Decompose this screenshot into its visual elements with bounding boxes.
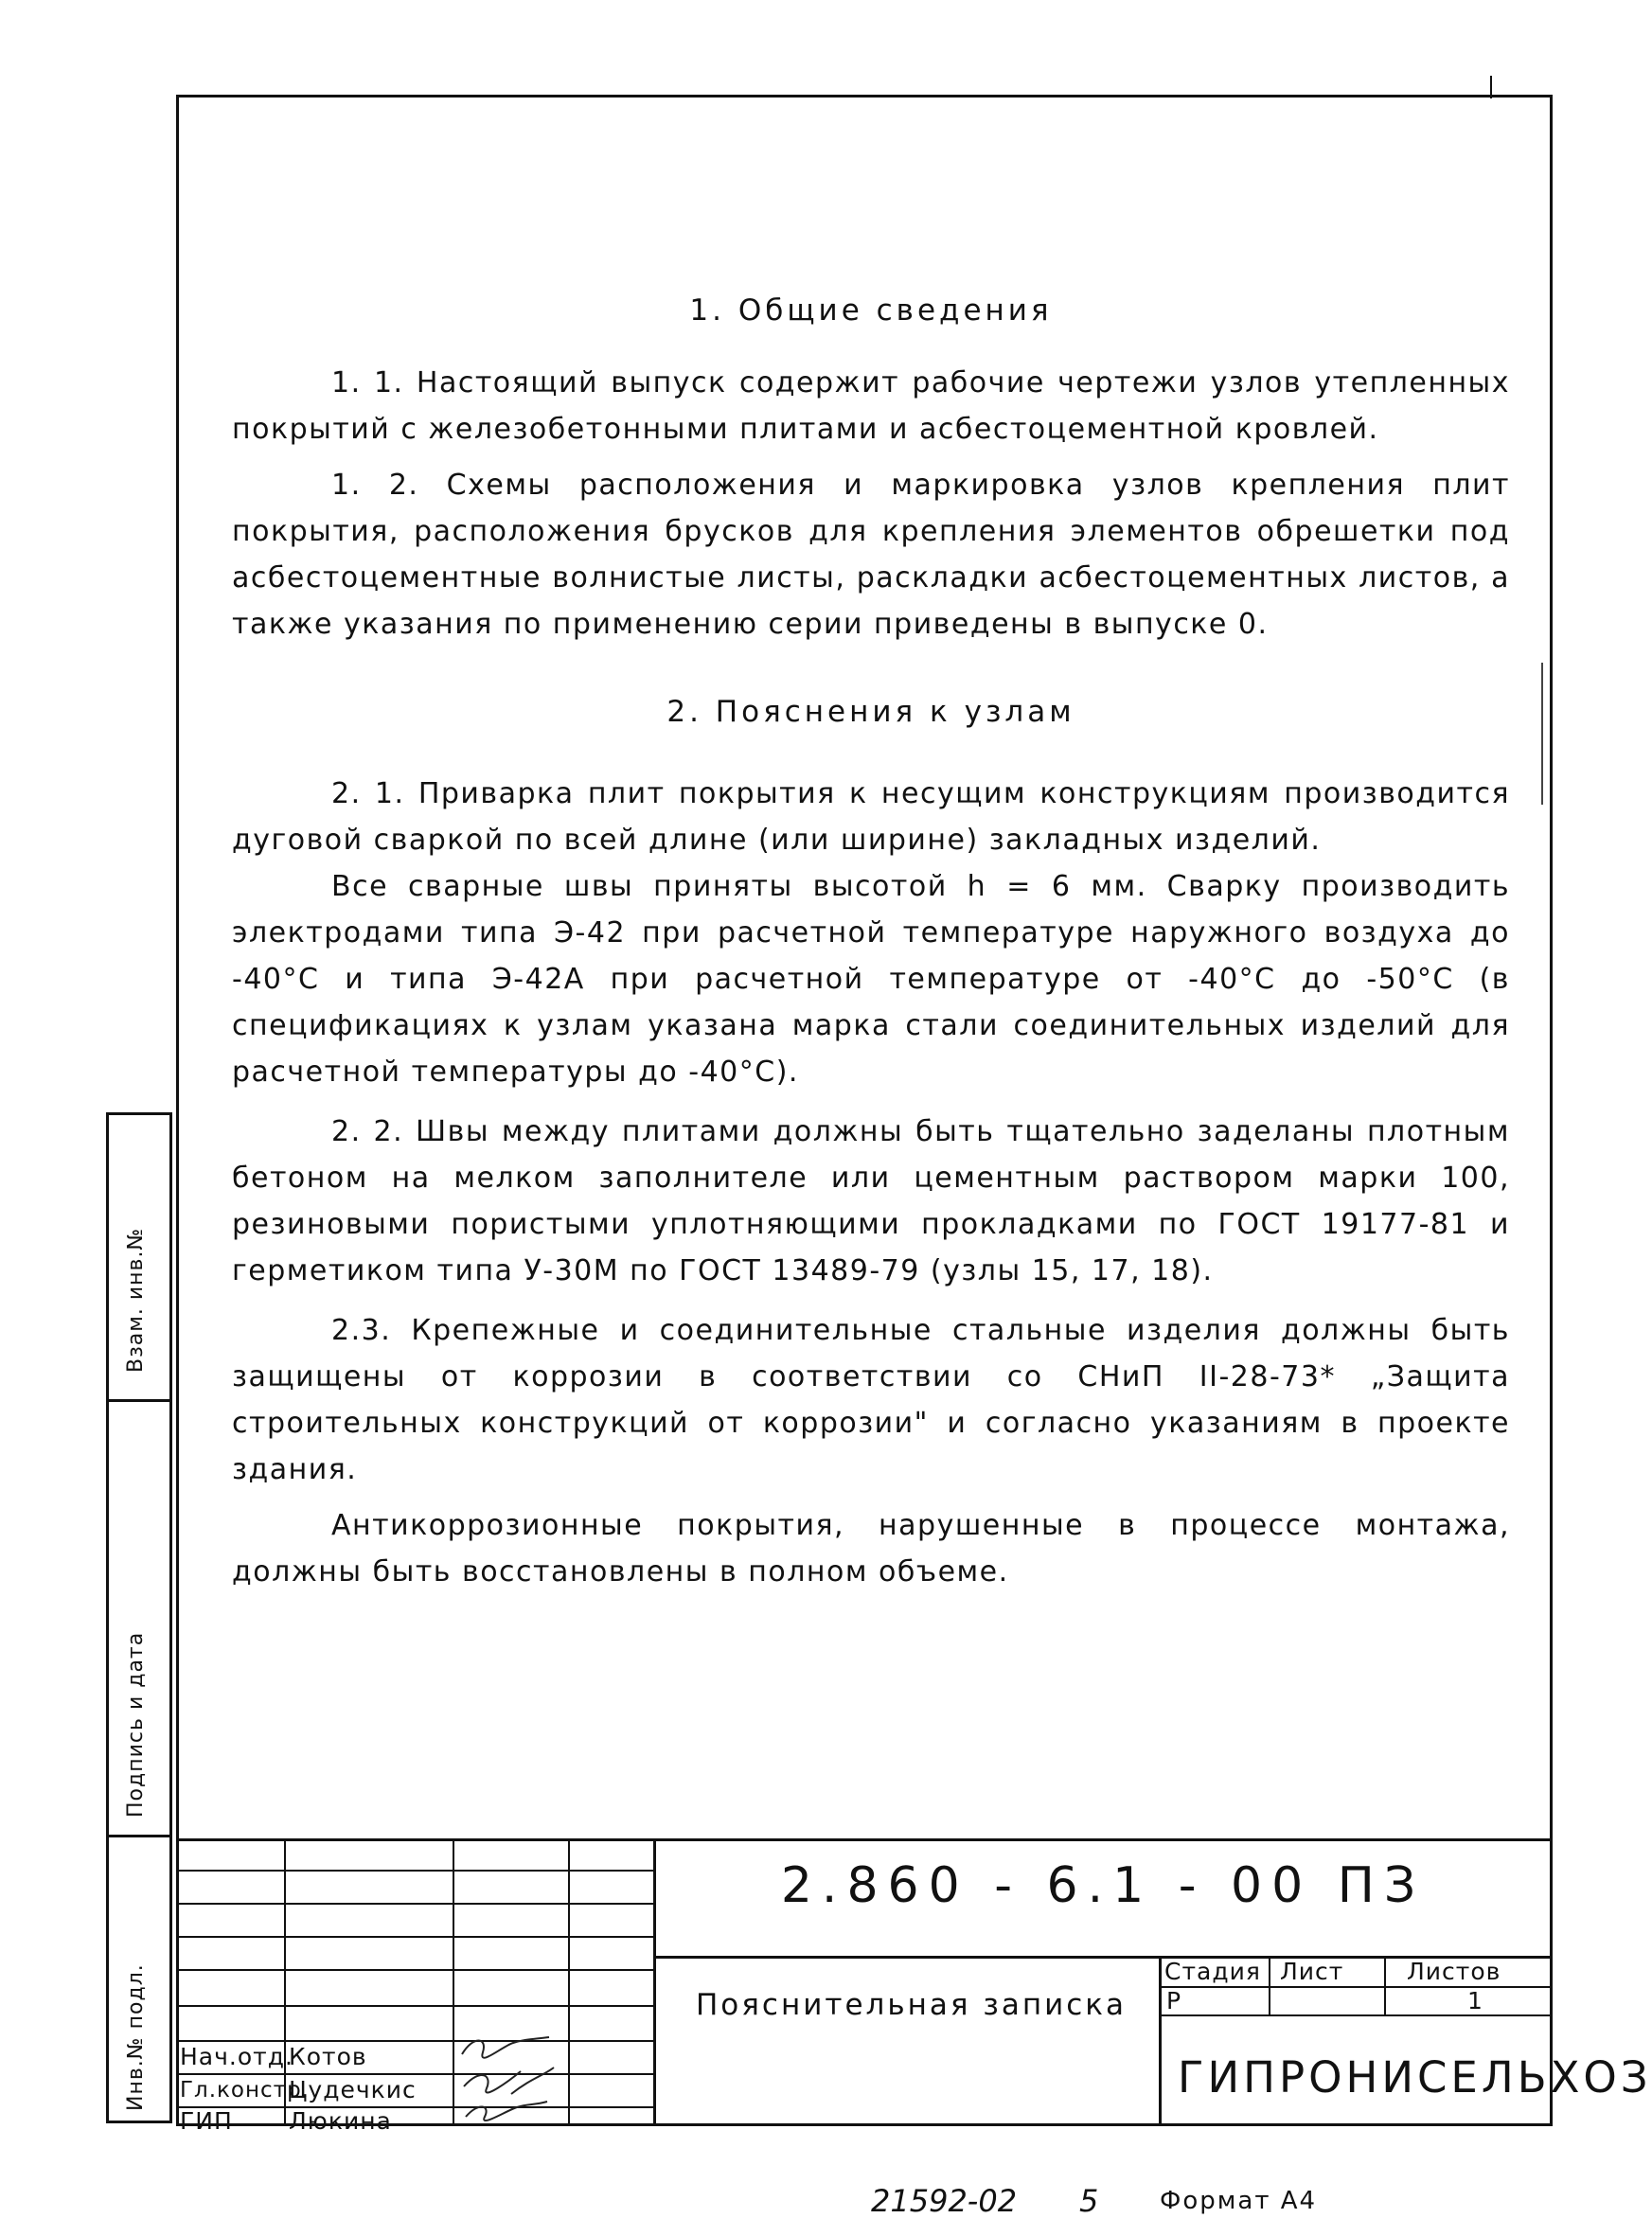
document-code: 2.860 - 6.1 - 00 ПЗ bbox=[780, 1857, 1426, 1914]
paragraph-2-1: 2. 1. Приварка плит покрытия к несущим конструкциям производится дуговой сваркой по всей длине (или ширине) закладных изделий. bbox=[232, 777, 1510, 857]
corner-mark bbox=[1490, 76, 1492, 98]
role-head-dept: Нач.отд. bbox=[180, 2043, 293, 2070]
side-label-signature-date: Подпись и дата bbox=[124, 1631, 148, 1818]
handwritten-number: 21592-02 bbox=[871, 2183, 1018, 2219]
sheet-label: Лист bbox=[1280, 1958, 1344, 1985]
name-chief-designer: Цудечкис bbox=[289, 2076, 417, 2103]
paragraph-2-2: 2. 2. Швы между плитами должны быть тщательно заделаны плотным бетоном на мелком заполнителе или цементным раствором марки 100, резиновыми пористыми уплотняющими прокладками по ГОСТ 19177-81 и герметиком типа У-30М по ГОСТ 13489-79 (узлы 15, 17, 18). bbox=[232, 1115, 1510, 1287]
paragraph-2-3: 2.3. Крепежные и соединительные стальные изделия должны быть защищены от коррозии в соответствии со СНиП II-28-73* „Защита строительных конструкций от коррозии" и согласно указаниям в проекте здания. bbox=[232, 1314, 1510, 1486]
stage-label: Стадия bbox=[1164, 1958, 1261, 1985]
margin-line bbox=[1541, 663, 1543, 805]
side-label-vzam-inv: Взам. инв.№ bbox=[124, 1227, 148, 1373]
stage-value: Р bbox=[1166, 1987, 1182, 2014]
sheets-value: 1 bbox=[1467, 1987, 1483, 2014]
page-number: 5 bbox=[1079, 2183, 1099, 2219]
name-head-dept: Котов bbox=[289, 2043, 367, 2070]
organization-name: ГИПРОНИСЕЛЬХОЗ bbox=[1178, 2052, 1652, 2103]
section-1-heading: 1. Общие сведения bbox=[689, 293, 1053, 328]
document-title: Пояснительная записка bbox=[696, 1988, 1128, 2022]
name-chief-engineer: Люкина bbox=[289, 2107, 392, 2135]
sheets-label: Листов bbox=[1407, 1958, 1501, 1985]
side-label-inv-podl: Инв.№ подл. bbox=[124, 1963, 148, 2111]
role-chief-engineer: ГИП bbox=[180, 2107, 233, 2135]
document-body bbox=[232, 293, 1510, 1595]
paragraph-2-1-welds: Все сварные швы приняты высотой h = 6 мм. Сварку производить электродами типа Э-42 при расчетной температуре наружного воздуха до -40°С и типа Э-42А при расчетной температуре от -40°С до -50°С (в спецификациях к узлам указана марка стали соединительных изделий для расчетной температуры до -40°С). bbox=[232, 870, 1510, 1089]
paragraph-2-3-anticorrosion: Антикоррозионные покрытия, нарушенные в процессе монтажа, должны быть восстановлены в полном объеме. bbox=[232, 1509, 1510, 1588]
role-chief-designer: Гл.констр. bbox=[180, 2078, 310, 2103]
format-label: Формат А4 bbox=[1160, 2187, 1318, 2215]
paragraph-1-2: 1. 2. Схемы расположения и маркировка узлов крепления плит покрытия, расположения брусков для крепления элементов обрешетки под асбестоцементные волнистые листы, раскладки асбестоцементных листов, а также указания по применению серии приведены в выпуске 0. bbox=[232, 469, 1510, 641]
section-2-heading: 2. Пояснения к узлам bbox=[666, 695, 1075, 729]
signatures-image bbox=[454, 2026, 568, 2125]
paragraph-1-1: 1. 1. Настоящий выпуск содержит рабочие чертежи узлов утепленных покрытий с железобетонными плитами и асбестоцементной кровлей. bbox=[232, 366, 1510, 446]
